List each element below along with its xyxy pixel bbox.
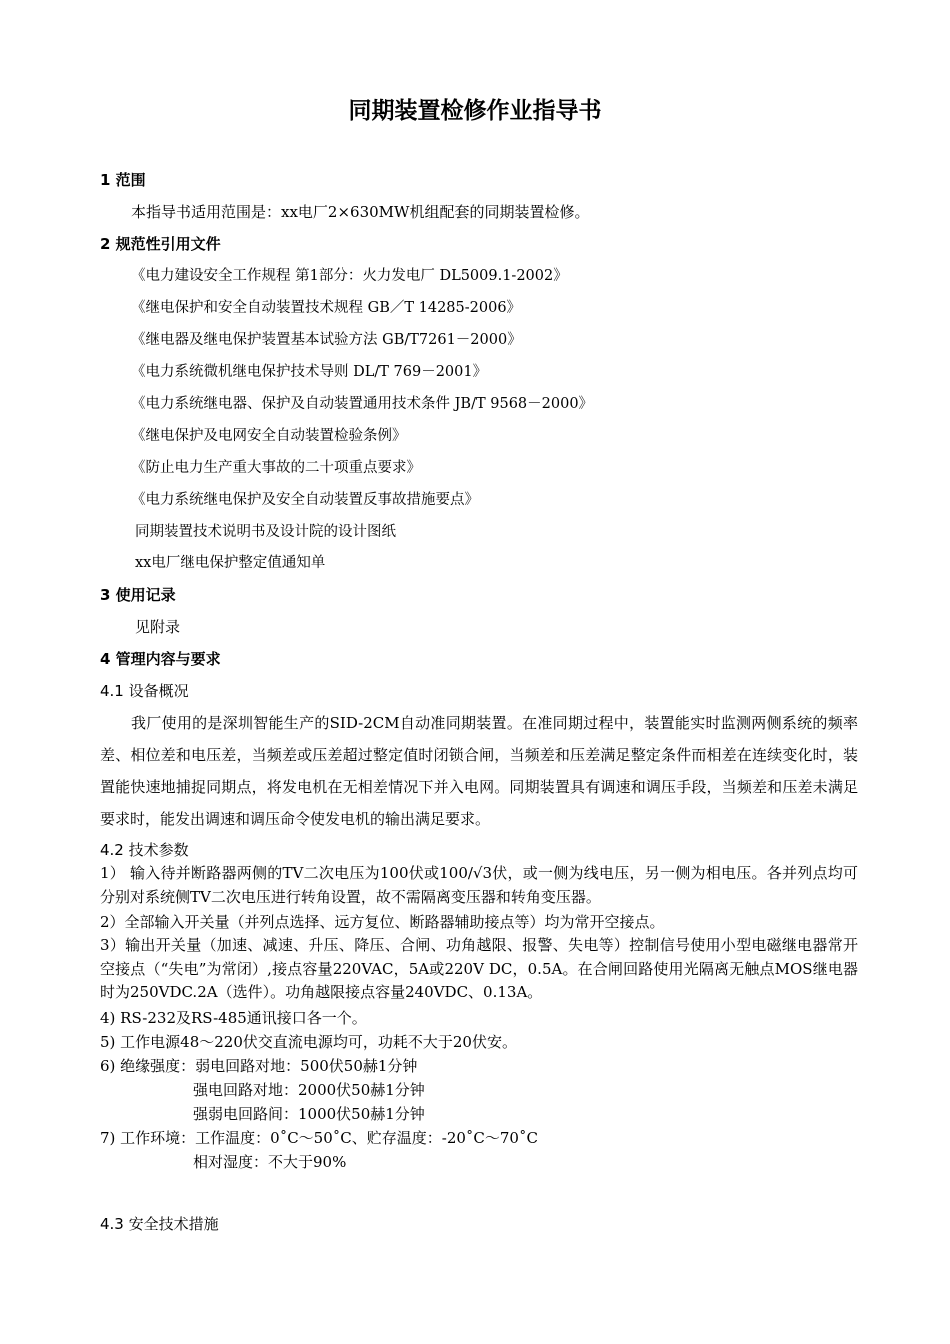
tech-param-6: 6) 绝缘强度：弱电回路对地：500伏50赫1分钟 [100, 1057, 418, 1075]
reference-item: 《防止电力生产重大事故的二十项重点要求》 [131, 460, 421, 476]
tech-param-5: 5) 工作电源48～220伏交直流电源均可，功耗不大于20伏安。 [100, 1033, 517, 1051]
tech-param-6-line-3: 强弱电回路间：1000伏50赫1分钟 [193, 1105, 425, 1123]
section-3-text: 见附录 [135, 618, 181, 636]
section-4-1-heading: 4.1 设备概况 [100, 682, 189, 700]
section-2-heading: 2 规范性引用文件 [100, 235, 221, 253]
reference-item: 《电力系统继电保护及安全自动装置反事故措施要点》 [131, 492, 479, 508]
section-4-3-heading: 4.3 安全技术措施 [100, 1215, 219, 1233]
section-4-heading: 4 管理内容与要求 [100, 650, 221, 668]
document-title: 同期装置检修作业指导书 [348, 98, 602, 124]
section-3-heading: 3 使用记录 [100, 586, 176, 604]
section-4-2-heading: 4.2 技术参数 [100, 841, 189, 859]
reference-item: 《电力建设安全工作规程 第1部分：火力发电厂 DL5009.1-2002》 [131, 268, 568, 284]
reference-item: 《继电器及继电保护装置基本试验方法 GB/T7261－2000》 [131, 332, 522, 348]
reference-item: 同期装置技术说明书及设计院的设计图纸 [135, 524, 396, 540]
section-1-heading: 1 范围 [100, 171, 146, 189]
section-4-1-paragraph: 我厂使用的是深圳智能生产的SID-2CM自动准同期装置。在准同期过程中，装置能实时监测两侧系统的频率差、相位差和电压差，当频差或压差超过整定值时闭锁合闸，当频差和压差满足整定条件而相差在连续变化时，装置能快速地捕捉同期点，将发电机在无相差情况下并入电网。同期装置具有调速和调压手段，当频差和压差未满足要求时，能发出调速和调压命令使发电机的输出满足要求。 [100, 714, 858, 828]
tech-param-4: 4) RS-232及RS-485通讯接口各一个。 [100, 1009, 367, 1027]
tech-param-7: 7) 工作环境：工作温度：0˚C～50˚C、贮存温度：-20˚C～70˚C [100, 1129, 538, 1147]
reference-item: xx电厂继电保护整定值通知单 [135, 555, 326, 571]
reference-item: 《电力系统继电器、保护及自动装置通用技术条件 JB/T 9568－2000》 [131, 396, 594, 412]
tech-param-7-line-2: 相对湿度：不大于90% [193, 1153, 347, 1171]
reference-item: 《继电保护及电网安全自动装置检验条例》 [131, 428, 407, 444]
tech-param-2: 2）全部输入开关量（并列点选择、远方复位、断路器辅助接点等）均为常开空接点。 [100, 913, 665, 931]
reference-item: 《继电保护和安全自动装置技术规程 GB／T 14285-2006》 [131, 300, 522, 316]
tech-param-1: 1） 输入待并断路器两侧的TV二次电压为100伏或100/√3伏，或一侧为线电压，另一侧为相电压。各并列点均可分别对系统侧TV二次电压进行转角设置，故不需隔离变压器和转角变压器。 [100, 864, 858, 906]
tech-param-3: 3）输出开关量（加速、减速、升压、降压、合闸、功角越限、报警、失电等）控制信号使用小型电磁继电器常开空接点（“失电”为常闭）,接点容量220VAC，5A或220V DC，0.5A。在合闸回路使用光隔离无触点MOS继电器时为250VDC.2A（选件）。功角越限接点容量240VDC、0.13A。 [100, 936, 858, 1001]
section-1-text: 本指导书适用范围是：xx电厂2×630MW机组配套的同期装置检修。 [131, 203, 590, 221]
reference-item: 《电力系统微机继电保护技术导则 DL/T 769－2001》 [131, 364, 488, 380]
tech-param-6-line-2: 强电回路对地：2000伏50赫1分钟 [193, 1081, 425, 1099]
